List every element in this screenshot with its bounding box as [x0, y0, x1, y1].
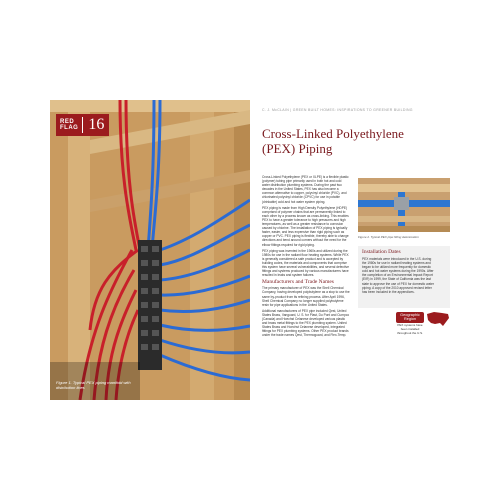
body-paragraph: Cross-Linked Polyethylene (PEX or XLPE) is a flexible plastic (polymer) tubing pipe primarily used in both hot and cold water distribution plumbing systems. During the past two decades in the United States, PEX has also become a common alternative to copper, polyvinyl chloride (PVC), and chlorinated polyvinyl chloride (CPVC) for use in potable (drinkable) cold and hot water system piping. [262, 175, 349, 204]
running-head: C. J. McCLAIN | GREEN BUILT HOMES: INSPIRATIONS TO GREENER BUILDING [262, 108, 413, 112]
section-subhead: Manufacturers and Trade Names [262, 279, 334, 286]
body-paragraph: The primary manufacturer of PEX was the Shell Chemical Company, having developed polybutylene as a stop to use the same by-product from its refining process. After April 1996, Shell Chemical Company no longer supplied polybutylene resin for pipe applications in the United States. [262, 286, 350, 307]
body-paragraph: PEX piping is made from High Density Polyethylene (HDPE) comprised of polymer chains that are permanently linked to each other by a process known as cross-linking. This enables PEX to have a greater tolerance to high pressures and high temperatures, as well as a greater resistance to corrosion caused by chlorine. The installation of PEX piping is typically faster, easier, and less expensive than rigid piping such as copper or PVC. PEX piping is flexible, thereby able to change directions and bend around corners without the need for the elbow fittings required for rigid piping. [262, 205, 349, 247]
red-flag-label [56, 119, 82, 132]
flag-word: FLAG [60, 125, 79, 131]
pex-manifold-photo [50, 100, 250, 400]
pex-fitting-photo [358, 178, 450, 232]
geographic-region-title: Geographic Region [396, 312, 424, 323]
installation-dates-box [358, 246, 450, 308]
installation-dates-text: PEX materials were introduced in the U.S. during the 1980s for use in radiant heating systems and began to be utilized more frequently for domestic cold and hot water systems during the 1990s. After the completion of an Environmental Impact Report (EIR) in 1999, the State of California was the last state to approve the use of PEX for domestic water piping. A copy of the 2010 approved revised letter has been included in the appendices. [362, 257, 434, 294]
book-spread [50, 100, 450, 400]
red-flag-badge [56, 114, 109, 136]
geographic-region-text: PEX systems have been installed throughout the U.S. [396, 323, 424, 335]
right-page [262, 100, 450, 400]
figure-caption: Figure 2. Typical PEX pipe fitting deterioration [358, 235, 419, 239]
flag-number: 16 [88, 116, 105, 133]
installation-dates-title: Installation Dates [362, 249, 401, 255]
photo-caption: Figure 1. Typical PEX piping manifold with distribution lines [56, 380, 131, 390]
page-title: Cross-Linked Polyethylene (PEX) Piping [262, 126, 404, 156]
us-map-icon [426, 310, 450, 328]
body-column [262, 175, 350, 339]
photo-illustration [50, 100, 250, 400]
body-paragraph: Additional manufacturers of PEX pipe included Qest, United States Brass, Vanguard, U. S. for Plast, Du Pont and Cumpco (Canada) and Hoechst Celanese developed various plastic and brass metal fittings to the PEX plumbing system. United States Brass and Hoechst Celanese developed, integrated fittings for PEX plumbing systems. Other PEX product brands under the trade names Qest, Thermoguard, and Flex-Temp. [262, 308, 350, 338]
body-paragraph: PEX piping was invented in the 1960s and utilized during the 1980s for use in the radiant floor heating systems. While PEX is generally considered a safe product and is accepted by building codes, the materials and components that comprise this system have several vulnerabilities, and several defective fittings and systems produced by various manufacturers have resulted in leaks and system failures. [262, 248, 349, 278]
red-flag-word: RED [60, 118, 75, 125]
geographic-region-box [392, 310, 450, 350]
fitting-illustration [358, 178, 450, 232]
